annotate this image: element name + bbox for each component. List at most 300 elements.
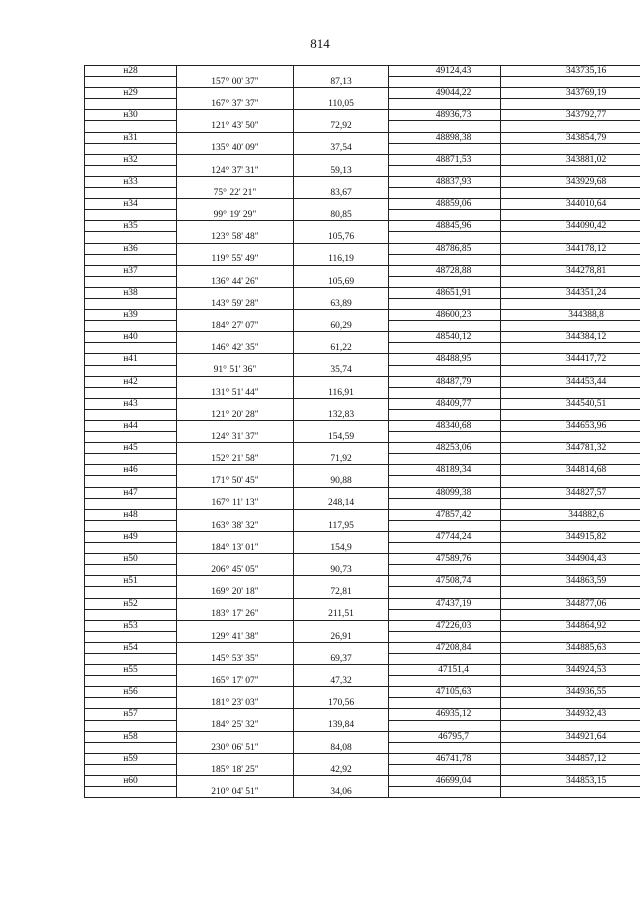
distance-cell: 71,92 [294,454,389,465]
distance-cell: 90,73 [294,565,389,576]
point-name-cell-empty [85,409,177,420]
x-coordinate-cell-empty [389,276,501,287]
point-name-cell: н45 [85,443,177,454]
x-coordinate-cell: 46699,04 [389,776,501,787]
x-coordinate-cell-empty [389,609,501,620]
distance-cell-empty [294,354,389,365]
x-coordinate-cell: 47508,74 [389,576,501,587]
distance-cell: 84,08 [294,742,389,753]
angle-cell-empty [177,421,294,432]
segment-row [85,653,640,664]
direction-angle-cell: 145° 53' 35" [177,653,294,664]
y-coordinate-cell: 343854,79 [501,132,640,143]
y-coordinate-cell-empty [501,121,640,132]
x-coordinate-cell-empty [389,254,501,265]
point-name-cell: н58 [85,731,177,742]
x-coordinate-cell-empty [389,321,501,332]
point-name-cell-empty [85,298,177,309]
y-coordinate-cell-empty [501,565,640,576]
x-coordinate-cell-empty [389,498,501,509]
direction-angle-cell: 91° 51' 36" [177,365,294,376]
y-coordinate-cell: 343792,77 [501,110,640,121]
y-coordinate-cell: 344863,59 [501,576,640,587]
y-coordinate-cell-empty [501,787,640,798]
y-coordinate-cell: 344882,6 [501,509,640,520]
point-name-cell-empty [85,432,177,443]
point-row [85,443,640,454]
segment-row [85,99,640,110]
distance-cell: 105,69 [294,276,389,287]
y-coordinate-cell-empty [501,432,640,443]
point-name-cell: н54 [85,642,177,653]
point-name-cell: н35 [85,221,177,232]
distance-cell-empty [294,376,389,387]
point-name-cell: н38 [85,287,177,298]
point-name-cell-empty [85,498,177,509]
direction-angle-cell: 163° 38' 32" [177,520,294,531]
point-row [85,176,640,187]
point-name-cell: н49 [85,531,177,542]
y-coordinate-cell: 344781,32 [501,443,640,454]
point-row [85,620,640,631]
point-name-cell-empty [85,232,177,243]
point-row [85,665,640,676]
segment-row [85,343,640,354]
distance-cell: 132,83 [294,409,389,420]
segment-row [85,432,640,443]
point-name-cell: н56 [85,687,177,698]
point-name-cell-empty [85,631,177,642]
distance-cell-empty [294,265,389,276]
y-coordinate-cell-empty [501,498,640,509]
y-coordinate-cell-empty [501,676,640,687]
x-coordinate-cell: 47226,03 [389,620,501,631]
y-coordinate-cell-empty [501,520,640,531]
distance-cell: 59,13 [294,165,389,176]
point-row [85,132,640,143]
distance-cell-empty [294,753,389,764]
y-coordinate-cell: 344388,8 [501,310,640,321]
segment-row [85,276,640,287]
direction-angle-cell: 171° 50' 45" [177,476,294,487]
y-coordinate-cell-empty [501,720,640,731]
y-coordinate-cell-empty [501,764,640,775]
distance-cell: 117,95 [294,520,389,531]
distance-cell-empty [294,398,389,409]
point-name-cell-empty [85,476,177,487]
x-coordinate-cell: 49044,22 [389,88,501,99]
segment-row [85,631,640,642]
distance-cell-empty [294,554,389,565]
distance-cell-empty [294,176,389,187]
point-row [85,310,640,321]
distance-cell-empty [294,620,389,631]
point-name-cell: н29 [85,88,177,99]
direction-angle-cell: 121° 43' 50" [177,121,294,132]
point-row [85,709,640,720]
segment-row [85,77,640,88]
direction-angle-cell: 184° 27' 07" [177,321,294,332]
x-coordinate-cell-empty [389,787,501,798]
direction-angle-cell: 123° 58' 48" [177,232,294,243]
y-coordinate-cell-empty [501,653,640,664]
x-coordinate-cell: 47208,84 [389,642,501,653]
x-coordinate-cell: 46795,7 [389,731,501,742]
direction-angle-cell: 167° 11' 13" [177,498,294,509]
x-coordinate-cell-empty [389,742,501,753]
point-name-cell: н59 [85,753,177,764]
y-coordinate-cell-empty [501,543,640,554]
y-coordinate-cell-empty [501,609,640,620]
x-coordinate-cell: 48488,95 [389,354,501,365]
x-coordinate-cell-empty [389,99,501,110]
x-coordinate-cell-empty [389,653,501,664]
distance-cell: 34,06 [294,787,389,798]
angle-cell-empty [177,66,294,77]
x-coordinate-cell: 48600,23 [389,310,501,321]
segment-row [85,787,640,798]
direction-angle-cell: 184° 13' 01" [177,543,294,554]
y-coordinate-cell: 343769,19 [501,88,640,99]
y-coordinate-cell-empty [501,298,640,309]
distance-cell: 105,76 [294,232,389,243]
point-row [85,154,640,165]
distance-cell-empty [294,132,389,143]
x-coordinate-cell-empty [389,676,501,687]
distance-cell-empty [294,199,389,210]
x-coordinate-cell: 47857,42 [389,509,501,520]
point-name-cell: н37 [85,265,177,276]
angle-cell-empty [177,531,294,542]
segment-row [85,232,640,243]
x-coordinate-cell: 49124,43 [389,66,501,77]
direction-angle-cell: 124° 31' 37" [177,432,294,443]
direction-angle-cell: 99° 19' 29" [177,210,294,221]
y-coordinate-cell: 344936,55 [501,687,640,698]
y-coordinate-cell: 344877,06 [501,598,640,609]
x-coordinate-cell: 48189,34 [389,465,501,476]
y-coordinate-cell-empty [501,454,640,465]
y-coordinate-cell: 344827,57 [501,487,640,498]
y-coordinate-cell: 344278,81 [501,265,640,276]
angle-cell-empty [177,221,294,232]
distance-cell-empty [294,576,389,587]
y-coordinate-cell: 344864,92 [501,620,640,631]
distance-cell-empty [294,88,389,99]
point-row [85,487,640,498]
y-coordinate-cell-empty [501,365,640,376]
point-row [85,243,640,254]
x-coordinate-cell: 48409,77 [389,398,501,409]
distance-cell-empty [294,598,389,609]
point-name-cell-empty [85,764,177,775]
distance-cell: 72,92 [294,121,389,132]
x-coordinate-cell: 48871,53 [389,154,501,165]
distance-cell-empty [294,421,389,432]
distance-cell-empty [294,221,389,232]
distance-cell-empty [294,731,389,742]
direction-angle-cell: 169° 20' 18" [177,587,294,598]
direction-angle-cell: 230° 06' 51" [177,742,294,753]
point-name-cell: н40 [85,332,177,343]
direction-angle-cell: 75° 22' 21" [177,188,294,199]
y-coordinate-cell-empty [501,77,640,88]
point-row [85,88,640,99]
x-coordinate-cell-empty [389,698,501,709]
y-coordinate-cell: 344351,24 [501,287,640,298]
y-coordinate-cell-empty [501,165,640,176]
point-name-cell-empty [85,276,177,287]
distance-cell-empty [294,154,389,165]
angle-cell-empty [177,199,294,210]
point-name-cell: н30 [85,110,177,121]
x-coordinate-cell-empty [389,165,501,176]
direction-angle-cell: 136° 44' 26" [177,276,294,287]
segment-row [85,298,640,309]
x-coordinate-cell: 48786,85 [389,243,501,254]
segment-row [85,520,640,531]
distance-cell-empty [294,287,389,298]
point-row [85,687,640,698]
distance-cell: 154,59 [294,432,389,443]
point-row [85,398,640,409]
x-coordinate-cell-empty [389,365,501,376]
point-row [85,465,640,476]
segment-row [85,543,640,554]
point-row [85,642,640,653]
y-coordinate-cell-empty [501,210,640,221]
y-coordinate-cell: 344653,96 [501,421,640,432]
distance-cell-empty [294,465,389,476]
angle-cell-empty [177,354,294,365]
segment-row [85,609,640,620]
x-coordinate-cell-empty [389,476,501,487]
direction-angle-cell: 124° 37' 31" [177,165,294,176]
direction-angle-cell: 135° 40' 09" [177,143,294,154]
direction-angle-cell: 165° 17' 07" [177,676,294,687]
point-name-cell: н51 [85,576,177,587]
point-name-cell-empty [85,210,177,221]
y-coordinate-cell: 343881,02 [501,154,640,165]
segment-row [85,476,640,487]
x-coordinate-cell-empty [389,454,501,465]
angle-cell-empty [177,154,294,165]
distance-cell-empty [294,509,389,520]
point-row [85,598,640,609]
distance-cell-empty [294,642,389,653]
point-name-cell: н33 [85,176,177,187]
direction-angle-cell: 184° 25' 32" [177,720,294,731]
point-name-cell: н43 [85,398,177,409]
x-coordinate-cell: 48487,79 [389,376,501,387]
point-name-cell-empty [85,77,177,88]
distance-cell: 83,67 [294,188,389,199]
y-coordinate-cell-empty [501,587,640,598]
distance-cell: 63,89 [294,298,389,309]
y-coordinate-cell-empty [501,254,640,265]
x-coordinate-cell-empty [389,565,501,576]
point-row [85,376,640,387]
segment-row [85,676,640,687]
angle-cell-empty [177,88,294,99]
distance-cell-empty [294,487,389,498]
angle-cell-empty [177,731,294,742]
y-coordinate-cell: 344915,82 [501,531,640,542]
y-coordinate-cell-empty [501,476,640,487]
point-name-cell-empty [85,543,177,554]
angle-cell-empty [177,642,294,653]
x-coordinate-cell: 48898,38 [389,132,501,143]
y-coordinate-cell-empty [501,99,640,110]
distance-cell-empty [294,310,389,321]
x-coordinate-cell: 48099,38 [389,487,501,498]
x-coordinate-cell-empty [389,121,501,132]
x-coordinate-cell-empty [389,764,501,775]
point-row [85,753,640,764]
segment-row [85,165,640,176]
point-row [85,354,640,365]
point-name-cell-empty [85,520,177,531]
angle-cell-empty [177,753,294,764]
point-row [85,287,640,298]
segment-row [85,210,640,221]
point-name-cell-empty [85,565,177,576]
point-row [85,199,640,210]
y-coordinate-cell-empty [501,321,640,332]
angle-cell-empty [177,332,294,343]
angle-cell-empty [177,398,294,409]
distance-cell-empty [294,776,389,787]
direction-angle-cell: 121° 20' 28" [177,409,294,420]
distance-cell: 69,37 [294,653,389,664]
y-coordinate-cell-empty [501,188,640,199]
point-name-cell: н36 [85,243,177,254]
x-coordinate-cell: 46741,78 [389,753,501,764]
angle-cell-empty [177,576,294,587]
point-name-cell: н48 [85,509,177,520]
y-coordinate-cell: 344885,63 [501,642,640,653]
angle-cell-empty [177,665,294,676]
angle-cell-empty [177,243,294,254]
point-name-cell-empty [85,454,177,465]
y-coordinate-cell: 344921,64 [501,731,640,742]
segment-row [85,698,640,709]
point-name-cell-empty [85,787,177,798]
point-name-cell: н46 [85,465,177,476]
segment-row [85,587,640,598]
angle-cell-empty [177,687,294,698]
point-name-cell: н50 [85,554,177,565]
point-name-cell: н42 [85,376,177,387]
point-name-cell-empty [85,343,177,354]
point-name-cell-empty [85,742,177,753]
point-name-cell-empty [85,587,177,598]
direction-angle-cell: 131° 51' 44" [177,387,294,398]
point-name-cell: н41 [85,354,177,365]
point-name-cell: н57 [85,709,177,720]
angle-cell-empty [177,465,294,476]
point-name-cell-empty [85,720,177,731]
point-name-cell-empty [85,254,177,265]
x-coordinate-cell-empty [389,409,501,420]
y-coordinate-cell-empty [501,409,640,420]
direction-angle-cell: 129° 41' 38" [177,631,294,642]
point-name-cell: н34 [85,199,177,210]
x-coordinate-cell: 47151,4 [389,665,501,676]
segment-row [85,254,640,265]
distance-cell: 139,84 [294,720,389,731]
x-coordinate-cell-empty [389,188,501,199]
distance-cell: 37,54 [294,143,389,154]
x-coordinate-cell: 48340,68 [389,421,501,432]
point-row [85,66,640,77]
distance-cell: 211,51 [294,609,389,620]
point-name-cell-empty [85,609,177,620]
direction-angle-cell: 181° 23' 03" [177,698,294,709]
point-row [85,421,640,432]
y-coordinate-cell-empty [501,387,640,398]
point-name-cell: н60 [85,776,177,787]
x-coordinate-cell: 48728,88 [389,265,501,276]
distance-cell-empty [294,110,389,121]
x-coordinate-cell: 46935,12 [389,709,501,720]
y-coordinate-cell-empty [501,143,640,154]
y-coordinate-cell: 344384,12 [501,332,640,343]
distance-cell: 80,85 [294,210,389,221]
x-coordinate-cell: 48253,06 [389,443,501,454]
point-name-cell-empty [85,387,177,398]
distance-cell-empty [294,687,389,698]
y-coordinate-cell: 344178,12 [501,243,640,254]
distance-cell: 47,32 [294,676,389,687]
x-coordinate-cell: 48837,93 [389,176,501,187]
angle-cell-empty [177,776,294,787]
x-coordinate-cell: 48859,06 [389,199,501,210]
x-coordinate-cell-empty [389,210,501,221]
direction-angle-cell: 206° 45' 05" [177,565,294,576]
x-coordinate-cell-empty [389,143,501,154]
x-coordinate-cell: 48540,12 [389,332,501,343]
point-name-cell-empty [85,698,177,709]
distance-cell: 26,91 [294,631,389,642]
angle-cell-empty [177,287,294,298]
segment-row [85,742,640,753]
segment-row [85,565,640,576]
distance-cell-empty [294,443,389,454]
x-coordinate-cell: 47589,76 [389,554,501,565]
x-coordinate-cell: 47105,63 [389,687,501,698]
x-coordinate-cell-empty [389,587,501,598]
y-coordinate-cell-empty [501,698,640,709]
y-coordinate-cell-empty [501,742,640,753]
y-coordinate-cell: 344540,51 [501,398,640,409]
angle-cell-empty [177,376,294,387]
angle-cell-empty [177,176,294,187]
x-coordinate-cell-empty [389,343,501,354]
angle-cell-empty [177,310,294,321]
point-name-cell: н53 [85,620,177,631]
distance-cell-empty [294,709,389,720]
y-coordinate-cell-empty [501,232,640,243]
angle-cell-empty [177,620,294,631]
segment-row [85,121,640,132]
point-row [85,509,640,520]
direction-angle-cell: 185° 18' 25" [177,764,294,775]
point-name-cell-empty [85,676,177,687]
distance-cell-empty [294,531,389,542]
distance-cell-empty [294,243,389,254]
x-coordinate-cell: 48936,73 [389,110,501,121]
